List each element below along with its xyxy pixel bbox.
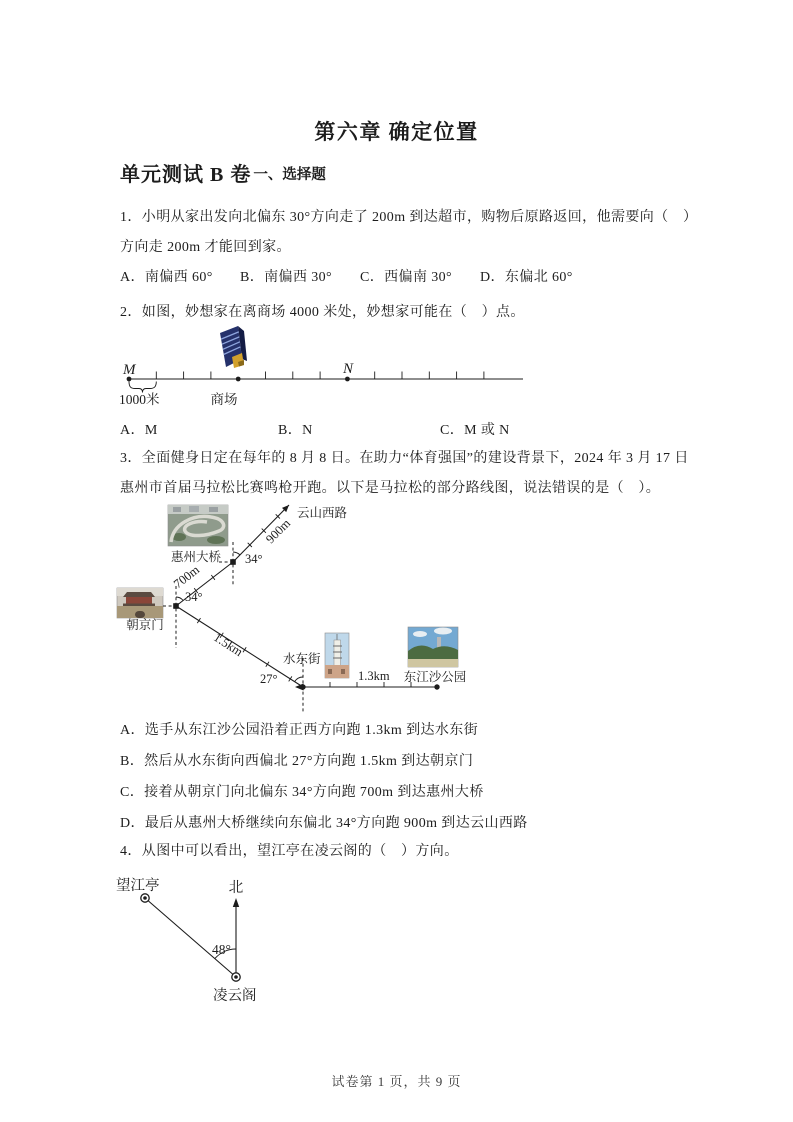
- scale-label: 1000米: [119, 392, 160, 407]
- section-subtitle: 一、选择题: [253, 167, 326, 183]
- point-n-label: N: [343, 361, 354, 377]
- page-footer: 试卷第 1 页，共 9 页: [331, 1074, 462, 1089]
- q1-option-b: B．南偏西 30°: [240, 270, 333, 285]
- gate-label: 朝京门: [126, 618, 164, 632]
- angle-street-label: 27°: [260, 672, 278, 686]
- distance-900m-label: 900m: [263, 516, 294, 547]
- q3-stem-line2: 惠州市首届马拉松比赛鸣枪开跑。以下是马拉松的部分路线图，说法错误的是（ ）。: [120, 481, 661, 496]
- q3-option-b: B．然后从水东街向西偏北 27°方向跑 1.5km 到达朝京门: [120, 754, 474, 769]
- pavilion-label: 望江亭: [116, 878, 160, 894]
- park-label: 东江沙公园: [403, 670, 467, 684]
- bridge-point-dot: [230, 559, 236, 565]
- road-label: 云山西路: [297, 506, 348, 520]
- q2-options: [120, 419, 685, 439]
- mall-dot: [236, 377, 241, 382]
- angle-gate-label: 34°: [185, 590, 203, 604]
- distance-1-5km-label: 1.5km: [211, 630, 246, 660]
- section-heading: [120, 158, 326, 187]
- tower-label: 凌云阁: [213, 988, 257, 1004]
- q1-option-c: C．西偏南 30°: [360, 270, 453, 285]
- angle-bridge-label: 34°: [245, 552, 263, 566]
- pagoda-photo: [325, 633, 349, 678]
- street-label: 水东街: [283, 652, 321, 666]
- q3-option-a: A．选手从东江沙公园沿着正西方向跑 1.3km 到达水东街: [120, 723, 479, 738]
- angle-arc-bridge: [233, 552, 240, 555]
- park-photo: [408, 627, 458, 667]
- q2-stem: 2．如图，妙想家在离商场 4000 米处，妙想家可能在（ ）点。: [120, 305, 525, 320]
- sightline-tower-to-pavilion: [145, 898, 236, 977]
- numberline-ticks: [156, 372, 484, 380]
- gate-photo: [117, 588, 163, 618]
- q3-route-diagram: [115, 500, 680, 715]
- mall-building-icon: [220, 326, 247, 368]
- angle-arc-gate: [176, 597, 183, 601]
- q1-options: [120, 266, 685, 286]
- north-arrowhead-icon: [233, 898, 239, 907]
- q2-numberline-diagram: [114, 322, 534, 412]
- angle-48-label: 48°: [212, 942, 231, 957]
- q1-stem-line2: 方向走 200m 才能回到家。: [120, 240, 291, 255]
- tower-point-marker: [232, 973, 240, 981]
- q4-bearing-diagram: [108, 872, 318, 1007]
- angle-arc-street: [295, 677, 303, 682]
- street-point-dot: [300, 684, 305, 689]
- q2-option-a: A．M: [120, 423, 158, 438]
- q3-option-c: C．接着从朝京门向北偏东 34°方向跑 700m 到达惠州大桥: [120, 785, 484, 800]
- q1-stem-line1: 1．小明从家出发向北偏东 30°方向走了 200m 到达超市，购物后原路返回，他需要向（ ）: [120, 210, 698, 225]
- gate-point-dot: [173, 603, 179, 609]
- point-n-dot: [345, 377, 350, 382]
- park-point-dot: [434, 684, 439, 689]
- north-label: 北: [228, 880, 244, 896]
- page-title: 第六章 确定位置: [314, 120, 479, 144]
- bridge-photo: [168, 505, 228, 546]
- section-title: 单元测试 B 卷: [120, 164, 252, 186]
- q2-option-c: C．M 或 N: [440, 423, 510, 438]
- q3-option-d: D．最后从惠州大桥继续向东偏北 34°方向跑 900m 到达云山西路: [120, 816, 528, 831]
- mall-label: 商场: [210, 392, 238, 407]
- distance-1-3km-label: 1.3km: [358, 669, 390, 683]
- q4-stem: 4．从图中可以看出，望江亭在凌云阁的（ ）方向。: [120, 844, 459, 859]
- q1-option-a: A．南偏西 60°: [120, 270, 213, 285]
- q2-option-b: B．N: [278, 423, 313, 438]
- point-m-label: M: [123, 362, 136, 378]
- q1-option-d: D．东偏北 60°: [480, 270, 573, 285]
- q3-stem-line1: 3．全面健身日定在每年的 8 月 8 日。在助力“体育强国”的建设背景下，2024 年 3 月 17 日: [120, 451, 689, 466]
- distance-700m-label: 700m: [171, 562, 203, 592]
- pavilion-point-marker: [141, 894, 149, 902]
- bridge-label: 惠州大桥: [170, 550, 222, 564]
- scale-brace: [129, 382, 156, 393]
